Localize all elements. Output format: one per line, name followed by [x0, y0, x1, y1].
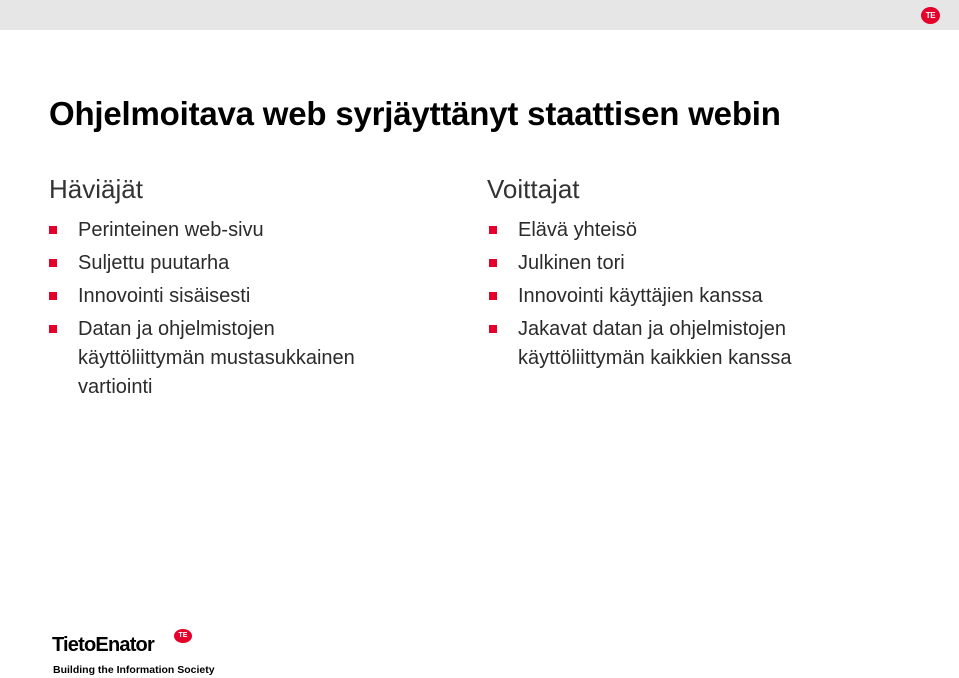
losers-heading: Häviäjät [49, 174, 143, 204]
bullet-icon [489, 325, 497, 333]
bullet-icon [489, 226, 497, 234]
list-item: Julkinen tori [489, 249, 929, 278]
list-item: Suljettu puutarha [49, 249, 449, 278]
losers-list [49, 216, 449, 406]
logo-te-badge: TE [174, 629, 192, 643]
bullet-icon [49, 259, 57, 267]
winners-list [489, 216, 929, 377]
winners-heading: Voittajat [487, 174, 580, 204]
list-item: Datan ja ohjelmistojen käyttöliittymän mustasukkainen vartiointi [49, 315, 449, 402]
te-logo-badge: TE [921, 7, 940, 24]
logo-wordmark: TietoEnator [52, 634, 154, 656]
list-item: Elävä yhteisö [489, 216, 929, 245]
top-bar [0, 0, 959, 30]
slide-title: Ohjelmoitava web syrjäyttänyt staattisen webin [49, 95, 781, 132]
bullet-icon [49, 292, 57, 300]
bullet-icon [49, 325, 57, 333]
bullet-icon [489, 292, 497, 300]
list-item: Innovointi sisäisesti [49, 282, 449, 311]
list-item: Innovointi käyttäjien kanssa [489, 282, 929, 311]
bullet-icon [489, 259, 497, 267]
list-item: Jakavat datan ja ohjelmistojen käyttöliittymän kaikkien kanssa [489, 315, 929, 373]
list-item: Perinteinen web-sivu [49, 216, 449, 245]
tietoenator-logo [52, 629, 222, 677]
bullet-icon [49, 226, 57, 234]
logo-tagline: Building the Information Society [53, 664, 215, 676]
